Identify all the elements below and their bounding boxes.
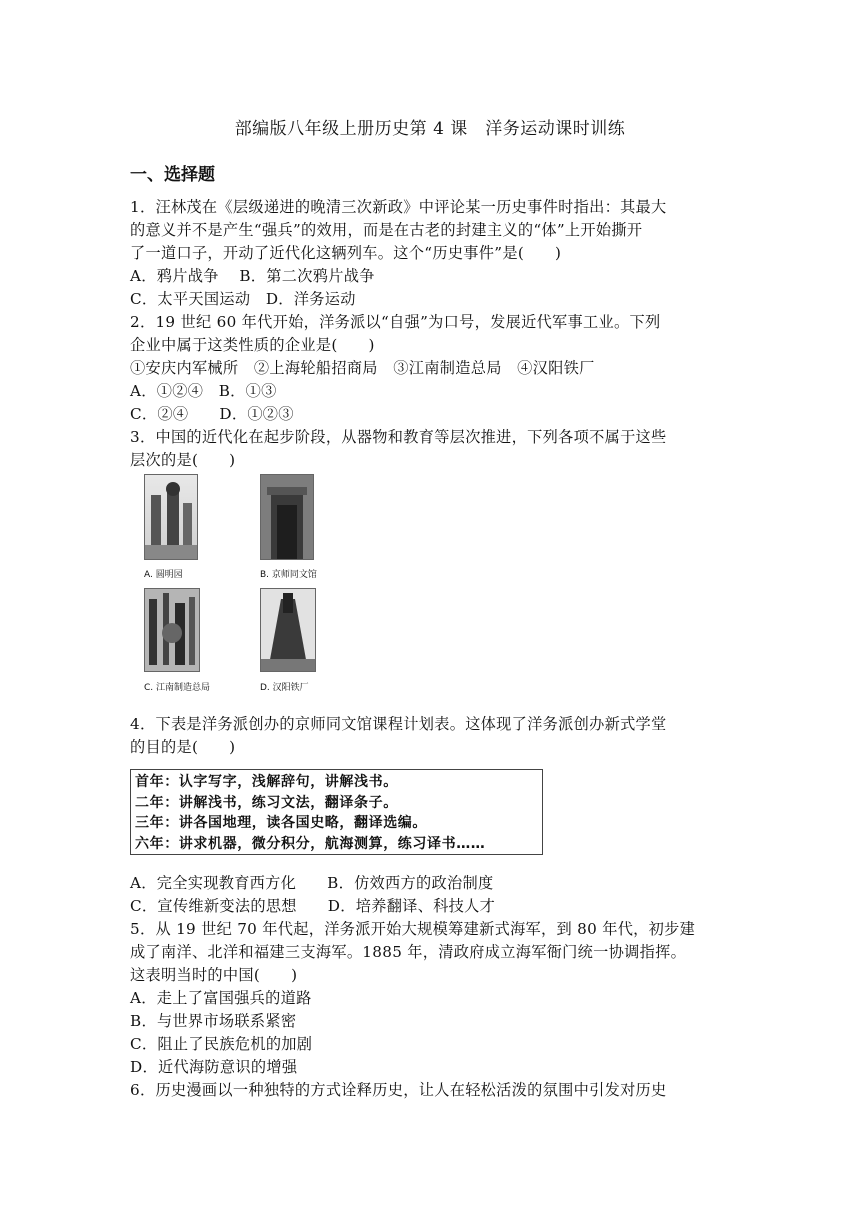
question-text: 的目的是( ) bbox=[130, 738, 236, 756]
question-text: 5．从 19 世纪 70 年代起，洋务派开始大规模筹建新式海军，到 80 年代，初步建 bbox=[130, 920, 696, 938]
question-text: 1．汪林茂在《层级递进的晚清三次新政》中评论某一历史事件时指出：其最大 bbox=[130, 198, 667, 216]
page-title: 部编版八年级上册历史第 4 课 洋务运动课时训练 bbox=[234, 119, 626, 139]
table-row: 六年：讲求机器，微分积分，航海测算，练习译书…… bbox=[135, 835, 486, 852]
option-line: C．太平天国运动 D．洋务运动 bbox=[130, 290, 356, 308]
figure-caption: C. 江南制造总局 bbox=[144, 683, 211, 693]
question-text: 4．下表是洋务派创办的京师同文馆课程计划表。这体现了洋务派创办新式学堂 bbox=[130, 715, 667, 733]
ruins-photo-icon bbox=[144, 474, 198, 560]
option-line: D．近代海防意识的增强 bbox=[130, 1058, 298, 1076]
option-line: A．鸦片战争 B．第二次鸦片战争 bbox=[130, 267, 375, 285]
table-row: 三年：讲各国地理，读各国史略，翻译选编。 bbox=[135, 815, 427, 831]
figure-caption: A. 圆明园 bbox=[144, 570, 183, 580]
question-text: 6．历史漫画以一种独特的方式诠释历史，让人在轻松活泼的氛围中引发对历史 bbox=[130, 1081, 667, 1099]
gate-photo-icon bbox=[260, 474, 314, 560]
question-figures bbox=[142, 474, 342, 696]
option-line: A．走上了富国强兵的道路 bbox=[130, 989, 312, 1007]
factory-photo-icon bbox=[144, 588, 200, 672]
option-line: C．宣传维新变法的思想 D．培养翻译、科技人才 bbox=[130, 897, 496, 915]
question-text: ①安庆内军械所 ②上海轮船招商局 ③江南制造总局 ④汉阳铁厂 bbox=[130, 359, 595, 377]
figure-caption: D. 汉阳铁厂 bbox=[260, 683, 309, 693]
option-line: C．阻止了民族危机的加剧 bbox=[130, 1035, 313, 1053]
option-line: A．①②④ B．①③ bbox=[130, 382, 277, 400]
question-text: 层次的是( ) bbox=[130, 451, 236, 469]
option-line: C．②④ D．①②③ bbox=[130, 405, 294, 423]
question-text: 3．中国的近代化在起步阶段，从器物和教育等层次推进，下列各项不属于这些 bbox=[130, 428, 667, 446]
curriculum-table bbox=[130, 769, 543, 855]
question-text: 的意义并不是产生“强兵”的效用，而是在古老的封建主义的“体”上开始撕开 bbox=[130, 221, 643, 239]
table-row: 首年：认字写字，浅解辞句，讲解浅书。 bbox=[135, 774, 398, 790]
question-text: 这表明当时的中国( ) bbox=[130, 966, 298, 984]
section-heading: 一、选择题 bbox=[130, 165, 215, 185]
table-row: 二年：讲解浅书，练习文法，翻译条子。 bbox=[135, 794, 398, 811]
question-text: 成了南洋、北洋和福建三支海军。1885 年，清政府成立海军衙门统一协调指挥。 bbox=[130, 943, 687, 961]
question-text: 企业中属于这类性质的企业是( ) bbox=[130, 336, 375, 354]
option-line: B．与世界市场联系紧密 bbox=[130, 1012, 297, 1030]
ironworks-photo-icon bbox=[260, 588, 316, 672]
figure-caption: B. 京师同文馆 bbox=[260, 570, 317, 580]
option-line: A．完全实现教育西方化 B．仿效西方的政治制度 bbox=[130, 874, 494, 892]
question-text: 2．19 世纪 60 年代开始，洋务派以“自强”为口号，发展近代军事工业。下列 bbox=[130, 313, 661, 331]
question-text: 了一道口子，开动了近代化这辆列车。这个“历史事件”是( ) bbox=[130, 244, 562, 262]
